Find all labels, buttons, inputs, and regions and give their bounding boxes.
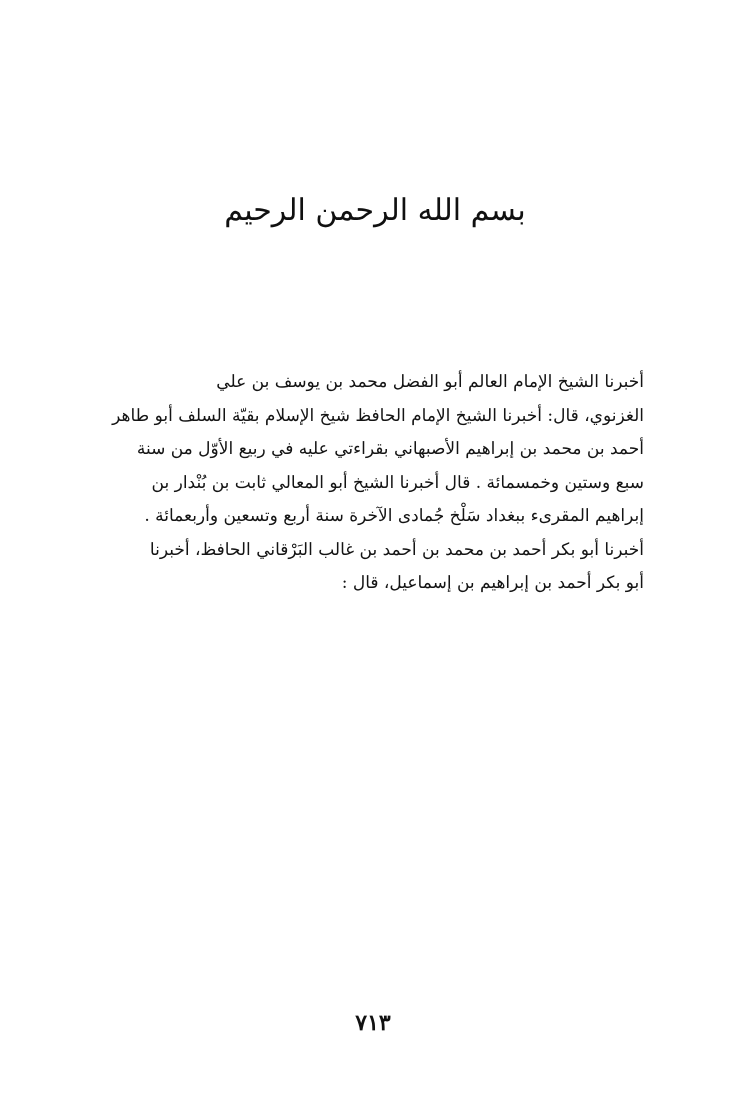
- body-paragraph: [104, 366, 644, 601]
- text-line-1: أخبرنا الشيخ الإمام العالم أبو الفضل محمد بن يوسف بن علي: [216, 372, 644, 392]
- text-line-6: أخبرنا أبو بكر أحمد بن محمد بن أحمد بن غالب البَرْقاني الحافظ، أخبرنا: [149, 539, 644, 560]
- text-line-2: الغزنوي، قال: أخبرنا الشيخ الإمام الحافظ شيخ الإسلام بقيّة السلف أبو طاهر: [112, 405, 644, 426]
- text-line-7: أبو بكر أحمد بن إبراهيم بن إسماعيل، قال :: [341, 573, 644, 593]
- text-line-3: أحمد بن محمد بن إبراهيم الأصبهاني بقراءتي عليه في ربيع الأوّل من سنة: [136, 439, 644, 459]
- text-line-5: إبراهيم المقرىء ببغداد سَلْخ جُمادى الآخرة سنة أربع وتسعين وأربعمائة .: [144, 506, 644, 526]
- text-line-4: سبع وستين وخمسمائة . قال أخبرنا الشيخ أبو المعالي ثابت بن بُنْدار بن: [151, 472, 644, 493]
- basmala-heading: بسم الله الرحمن الرحيم: [224, 193, 526, 228]
- page-number: ٧١٣: [355, 1010, 391, 1036]
